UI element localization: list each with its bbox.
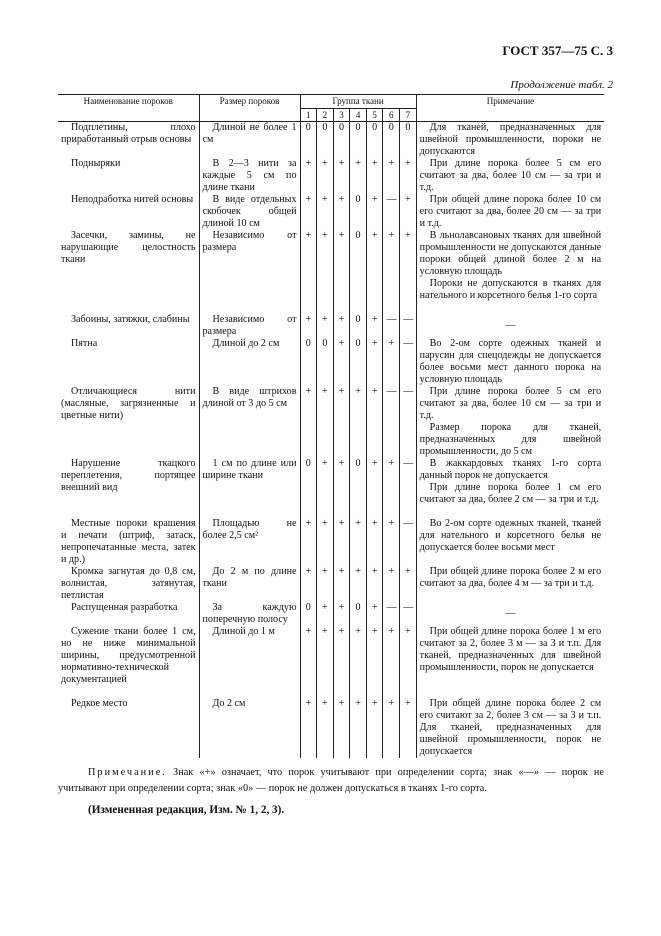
- group-mark: —: [400, 314, 417, 338]
- defect-name: Подплетины, плохо приработанный отрыв основы: [61, 122, 196, 145]
- defect-name: Местные пороки крашения и печати (штриф, затаск, непропечатанные места, затек и др.): [61, 518, 196, 565]
- group-mark: +: [333, 698, 350, 758]
- group-mark: +: [300, 314, 317, 338]
- note-text: Размер порока для тканей, предназначенных для швейной промышленности, до 5 см: [419, 422, 602, 457]
- defect-size: Длиной до 1 м: [212, 626, 275, 637]
- group-mark: 0: [300, 338, 317, 386]
- defect-size: До 2 м по длине ткани: [202, 566, 297, 589]
- group-mark: +: [383, 566, 400, 602]
- group-mark: +: [383, 626, 400, 698]
- group-mark: —: [383, 314, 400, 338]
- group-mark: +: [383, 458, 400, 518]
- group-mark: +: [350, 158, 367, 194]
- note-text: Во 2-ом сорте одежных тканей, тканей для нательного и корсетного белья не допускается более восьми мест: [419, 518, 602, 553]
- note-cell: [416, 698, 604, 758]
- note-text: При общей длине порока более 10 см его считают за два, более 20 см — за три и т.д.: [419, 194, 602, 229]
- header-note: Примечание: [416, 95, 604, 122]
- note-text: Для тканей, предназначенных для швейной промышленности, пороки не допускаются: [419, 122, 602, 157]
- group-mark: 0: [383, 122, 400, 159]
- defect-size: За каждую поперечную полосу: [202, 602, 297, 625]
- footnote-text: Знак «+» означает, что порок учитывают при определении сорта; знак «—» — порок не учитывают при определении сорта; знак «0» — порок не должен допускаться в тканях 1-го сорта.: [58, 767, 604, 794]
- defect-name: Отличающиеся нити (масляные, загрязненные и цветные нити): [61, 386, 196, 421]
- note-cell: [416, 122, 604, 159]
- group-mark: +: [317, 194, 334, 230]
- note-cell: [416, 230, 604, 314]
- note-text: —: [505, 608, 516, 619]
- defect-size: В виде отдельных скобочек общей длиной 10 см: [202, 194, 297, 229]
- group-mark: +: [366, 518, 383, 566]
- group-mark: +: [400, 194, 417, 230]
- group-mark: +: [317, 158, 334, 194]
- group-mark: +: [383, 698, 400, 758]
- group-mark: 0: [300, 122, 317, 159]
- group-mark: 0: [350, 338, 367, 386]
- group-mark: 0: [317, 338, 334, 386]
- footnote: [58, 765, 604, 797]
- group-mark: —: [400, 386, 417, 458]
- group-mark: —: [400, 338, 417, 386]
- group-mark: —: [400, 458, 417, 518]
- group-mark: +: [366, 698, 383, 758]
- group-mark: +: [333, 626, 350, 698]
- table-row: [58, 566, 604, 602]
- note-cell: [416, 338, 604, 386]
- note-cell: [416, 194, 604, 230]
- group-mark: —: [400, 518, 417, 566]
- group-mark: —: [383, 386, 400, 458]
- defect-size: Длиной не более 1 см: [202, 122, 297, 145]
- note-text: При общей длине порока более 1 м его считают за 2, более 3 м — за 3 и т.п. Для тканей, предназначенных для швейной промышленности, порок не допускается: [419, 626, 602, 673]
- note-cell: [416, 566, 604, 602]
- group-mark: +: [333, 230, 350, 314]
- table-row: [58, 458, 604, 518]
- group-mark: +: [300, 626, 317, 698]
- defect-size: Длиной до 2 см: [212, 338, 280, 349]
- table-row: [58, 158, 604, 194]
- group-mark: +: [317, 386, 334, 458]
- note-text: При общей длине порока более 2 см его считают за 2, более 3 см — за 3 и т.п. Для тканей, предназначенных для швейной промышленности, порок не допускается: [419, 698, 602, 757]
- table-row: [58, 122, 604, 159]
- group-mark: +: [333, 458, 350, 518]
- header-group: Группа ткани: [300, 95, 416, 109]
- group-mark: +: [366, 458, 383, 518]
- group-mark: —: [383, 194, 400, 230]
- group-mark: +: [350, 698, 367, 758]
- group-mark: +: [400, 626, 417, 698]
- group-mark: +: [366, 602, 383, 626]
- table-row: [58, 314, 604, 338]
- group-number: 3: [333, 109, 350, 122]
- group-mark: —: [383, 602, 400, 626]
- group-mark: 0: [366, 122, 383, 159]
- footnote-label: Примечание.: [88, 767, 167, 778]
- group-mark: —: [400, 602, 417, 626]
- note-text: При длине порока более 1 см его считают за два, более 2 см — за три и т.д.: [419, 482, 602, 505]
- group-mark: +: [317, 566, 334, 602]
- group-number: 5: [366, 109, 383, 122]
- group-mark: +: [333, 566, 350, 602]
- group-mark: +: [333, 518, 350, 566]
- table-row: [58, 338, 604, 386]
- table-row: [58, 194, 604, 230]
- group-mark: +: [333, 602, 350, 626]
- amendment-note: (Измененная редакция, Изм. № 1, 2, 3).: [88, 804, 285, 816]
- group-mark: +: [333, 386, 350, 458]
- group-mark: +: [350, 386, 367, 458]
- defect-name: Пятна: [71, 338, 98, 349]
- group-mark: 0: [350, 314, 367, 338]
- defect-size: Площадью не более 2,5 см²: [202, 518, 297, 541]
- group-mark: +: [317, 602, 334, 626]
- group-mark: +: [300, 158, 317, 194]
- group-mark: +: [317, 626, 334, 698]
- group-mark: 0: [400, 122, 417, 159]
- group-mark: +: [317, 314, 334, 338]
- group-mark: +: [366, 566, 383, 602]
- defect-size: В 2—3 нити за каждые 5 см по длине ткани: [202, 158, 297, 193]
- group-number: 1: [300, 109, 317, 122]
- defect-name: Редкое место: [71, 698, 128, 709]
- note-text: При длине порока более 5 см его считают за два, более 10 см — за три и т.д.: [419, 386, 602, 421]
- group-mark: 0: [350, 122, 367, 159]
- group-mark: +: [300, 230, 317, 314]
- table-row: [58, 698, 604, 758]
- group-mark: +: [300, 518, 317, 566]
- defects-table: [58, 94, 604, 758]
- group-mark: 0: [350, 458, 367, 518]
- page-header: ГОСТ 357—75 С. 3: [502, 43, 613, 58]
- note-cell: [416, 386, 604, 458]
- defect-size: До 2 см: [212, 698, 246, 709]
- defect-size: Независимо от размера: [202, 314, 297, 337]
- note-cell: [416, 626, 604, 698]
- group-mark: +: [383, 230, 400, 314]
- note-text: Во 2-ом сорте одежных тканей и парусин для спецодежды не допускается более восьми мест данного порока на условную площадь: [419, 338, 602, 385]
- defect-size: В виде штрихов длиной от 3 до 5 см: [202, 386, 297, 409]
- group-mark: +: [317, 230, 334, 314]
- group-number: 2: [317, 109, 334, 122]
- group-mark: +: [300, 194, 317, 230]
- group-mark: +: [333, 314, 350, 338]
- group-mark: 0: [317, 122, 334, 159]
- group-mark: +: [366, 314, 383, 338]
- table-row: [58, 602, 604, 626]
- group-mark: +: [350, 566, 367, 602]
- group-number: 6: [383, 109, 400, 122]
- defect-name: Забоины, затяжки, слабины: [71, 314, 190, 325]
- group-mark: +: [317, 698, 334, 758]
- group-mark: +: [366, 626, 383, 698]
- defect-name: Сужение ткани более 1 см, но не ниже минимальной ширины, предусмотренной нормативно-технической документацией: [61, 626, 196, 685]
- group-mark: +: [350, 626, 367, 698]
- note-text: В льнолавсановых тканях для швейной промышленности не допускаются данные пороки общей длиной более 2 м на условную площадь: [419, 230, 602, 277]
- table-row: [58, 626, 604, 698]
- group-mark: +: [366, 230, 383, 314]
- group-mark: 0: [350, 602, 367, 626]
- group-mark: +: [366, 338, 383, 386]
- note-text: —: [505, 320, 516, 331]
- note-text: Пороки не допускаются в тканях для нательного и корсетного белья 1-го сорта: [419, 278, 602, 301]
- header-defect: Наименование пороков: [58, 95, 199, 122]
- group-mark: +: [333, 194, 350, 230]
- defect-name: Нарушение ткацкого переплетения, портящее внешний вид: [61, 458, 196, 493]
- note-text: В жаккардовых тканях 1-го сорта данный порок не допускается: [419, 458, 602, 481]
- defect-size: Независимо от размера: [202, 230, 297, 253]
- defect-name: Подныряки: [71, 158, 121, 169]
- group-mark: +: [400, 230, 417, 314]
- group-mark: +: [366, 194, 383, 230]
- group-mark: 0: [350, 194, 367, 230]
- table-caption: Продолжение табл. 2: [510, 79, 613, 91]
- table-row: [58, 230, 604, 314]
- note-cell: [416, 458, 604, 518]
- group-mark: +: [383, 338, 400, 386]
- note-text: При общей длине порока более 2 м его считают за два, более 4 м — за три и т.д.: [419, 566, 602, 589]
- note-cell: [416, 518, 604, 566]
- group-mark: 0: [300, 602, 317, 626]
- group-mark: +: [317, 518, 334, 566]
- group-mark: 0: [300, 458, 317, 518]
- group-number: 4: [350, 109, 367, 122]
- group-mark: +: [366, 158, 383, 194]
- table-row: [58, 386, 604, 458]
- group-number: 7: [400, 109, 417, 122]
- note-cell: [416, 314, 604, 338]
- group-mark: +: [383, 158, 400, 194]
- group-mark: +: [300, 566, 317, 602]
- defect-name: Неподработка нитей основы: [71, 194, 194, 205]
- group-mark: +: [333, 158, 350, 194]
- group-mark: 0: [333, 122, 350, 159]
- group-mark: +: [317, 458, 334, 518]
- note-cell: [416, 158, 604, 194]
- header-size: Размер пороков: [199, 95, 300, 122]
- defect-name: Кромка загнутая до 0,8 см, волнистая, затянутая, петлистая: [61, 566, 196, 601]
- defect-name: Распущенная разработка: [71, 602, 178, 613]
- group-mark: +: [300, 386, 317, 458]
- group-mark: +: [366, 386, 383, 458]
- defect-name: Засечки, замины, не нарушающие целостность ткани: [61, 230, 196, 265]
- group-mark: +: [400, 698, 417, 758]
- group-mark: +: [400, 158, 417, 194]
- group-mark: +: [400, 566, 417, 602]
- defect-size: 1 см по длине или ширине ткани: [202, 458, 297, 481]
- group-mark: +: [300, 698, 317, 758]
- table-row: [58, 518, 604, 566]
- group-mark: +: [333, 338, 350, 386]
- group-mark: 0: [350, 230, 367, 314]
- group-mark: +: [350, 518, 367, 566]
- note-text: При длине порока более 5 см его считают за два, более 10 см — за три и т.д.: [419, 158, 602, 193]
- group-mark: +: [383, 518, 400, 566]
- note-cell: [416, 602, 604, 626]
